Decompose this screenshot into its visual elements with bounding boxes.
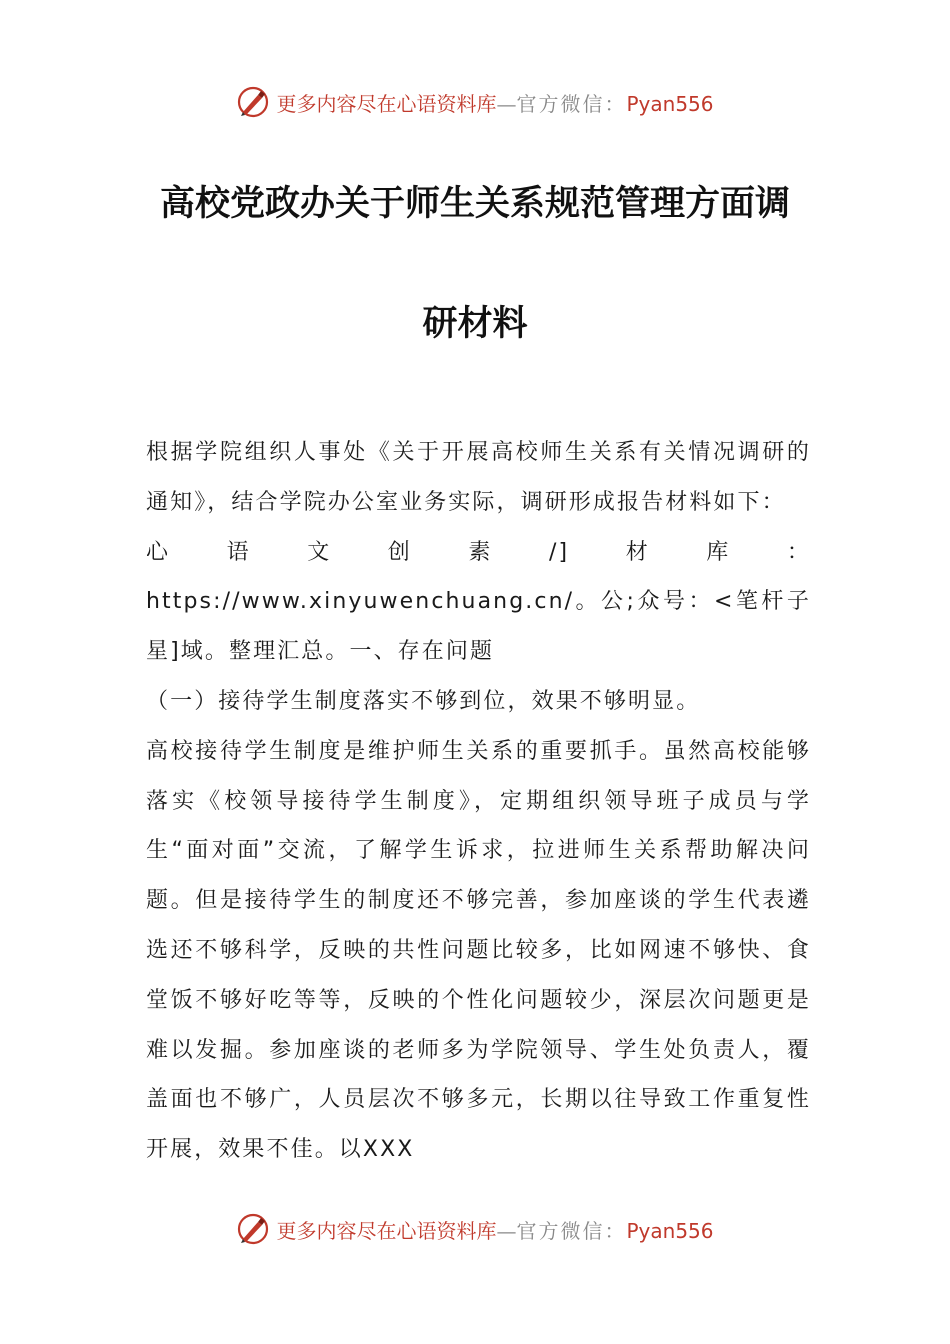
document-title-line-2: 研材料 <box>422 303 528 344</box>
watermark-footer <box>0 1209 950 1249</box>
watermark-site-text: 更多内容尽在心语资料库 <box>276 91 497 116</box>
paragraph-section-body: 高校接待学生制度是维护师生关系的重要抓手。虽然高校能够落实《校领导接待学生制度》，定期组织领导班子成员与学生“面对面”交流，了解学生诉求，拉进师生关系帮助解决问题。但是接待学生的制度还不够完善，参加座谈的学生代表遴选还不够科学，反映的共性问题比较多，比如网速不够快、食堂饭不够好吃等等，反映的个性化问题较少，深层次问题更是难以发掘。参加座谈的老师多为学院领导、学生处负责人，覆盖面也不够广，人员层次不够多元，长期以往导致工作重复性开展，效果不佳。以XXX <box>146 738 811 1163</box>
watermark-separator: — <box>496 91 517 116</box>
pen-logo-icon <box>236 1212 270 1246</box>
watermark-text <box>276 1215 713 1244</box>
watermark-official-label: 官方微信： <box>516 1218 627 1243</box>
document-body <box>146 428 811 1175</box>
watermark-header <box>0 82 950 122</box>
watermark-wechat-id: Pyan556 <box>626 1218 714 1243</box>
pen-logo-icon <box>236 85 270 119</box>
watermark-separator: — <box>496 1218 517 1243</box>
watermark-site-text: 更多内容尽在心语资料库 <box>276 1218 497 1243</box>
paragraph-intro: 根据学院组织人事处《关于开展高校师生关系有关情况调研的通知》，结合学院办公室业务实际，调研形成报告材料如下： <box>146 440 811 515</box>
watermark-text <box>276 88 713 117</box>
paragraph-section-heading: （一）接待学生制度落实不够到位，效果不够明显。 <box>146 688 701 714</box>
paragraph-source-note: 心语文创素/]材库：https://www.xinyuwenchuang.cn/。公;众号：<笔杆子星]域。整理汇总。一、存在问题 <box>146 539 811 665</box>
document-title-line-1: 高校党政办关于师生关系规范管理方面调 <box>159 183 790 224</box>
watermark-wechat-id: Pyan556 <box>626 91 714 116</box>
watermark-official-label: 官方微信： <box>516 91 627 116</box>
